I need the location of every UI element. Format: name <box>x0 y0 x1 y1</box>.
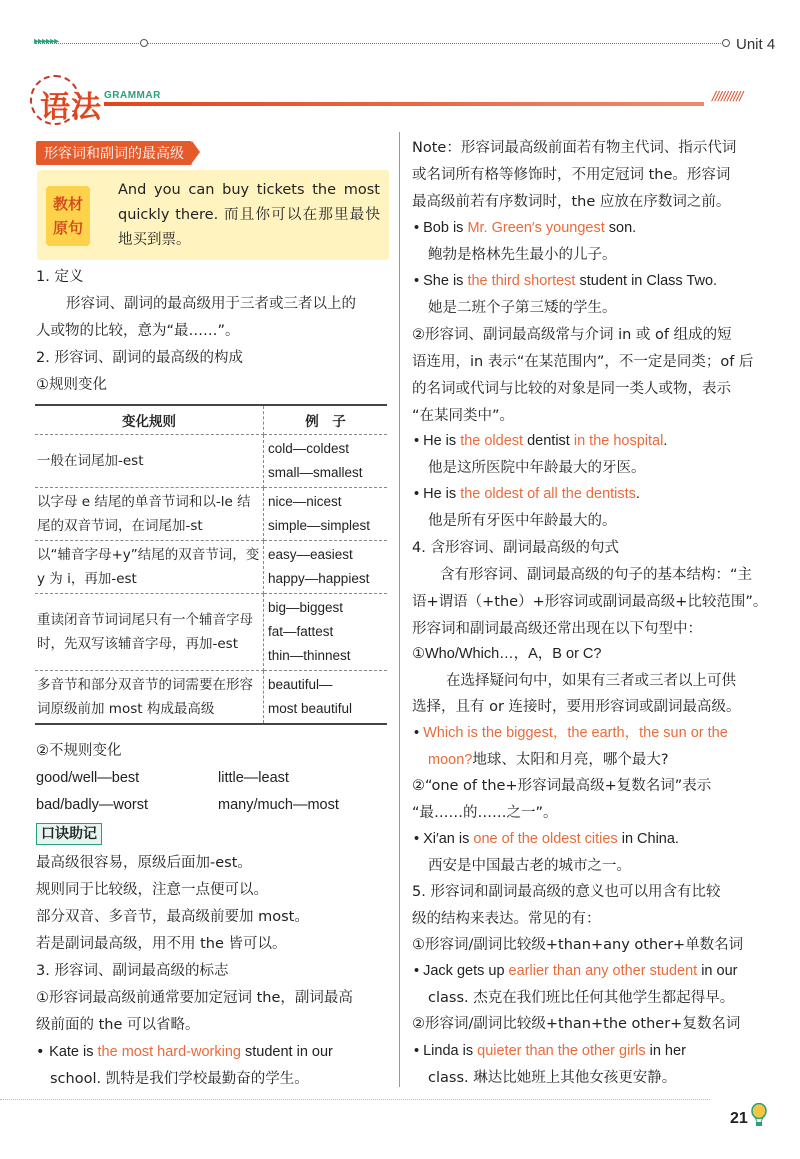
table-row <box>35 594 387 671</box>
which-heading: ①Who/Which…，A，B or C? <box>412 646 602 662</box>
source-label <box>46 186 90 246</box>
example-part: Kate is <box>49 1044 98 1060</box>
formation-heading: 2. 形容词、副词的最高级的构成 <box>36 350 243 366</box>
mnemonic-line: 最高级很容易，原级后面加-est。 <box>36 855 252 871</box>
example-sentence <box>36 1039 333 1065</box>
example-part: She is <box>423 273 468 289</box>
irregular-heading: ②不规则变化 <box>36 743 122 759</box>
example-cell <box>264 594 388 671</box>
meaning-text: 级的结构来表达。常见的有： <box>412 911 601 927</box>
mnemonic-line: 部分双音、多音节，最高级前要加 most。 <box>36 909 309 925</box>
example-sentence <box>414 268 717 294</box>
definition-text: 人或物的比较，意为“最……”。 <box>36 323 240 339</box>
example-highlight: the oldest of all the dentists <box>460 486 636 502</box>
example-part: in China. <box>617 831 679 847</box>
header-dot <box>140 39 148 47</box>
section-title: 形容词和副词的最高级 <box>36 141 192 165</box>
example-text: easy—easiest <box>268 547 353 562</box>
example-translation: 他是这所医院中年龄最大的牙医。 <box>428 460 646 476</box>
example-sentence <box>414 215 636 241</box>
marker-text: ①形容词最高级前通常要加定冠词 the，副词最高 <box>36 990 353 1006</box>
note-text: 或名词所有格等修饰时，不用定冠词 the。形容词 <box>412 167 731 183</box>
irregular-item: bad/badly—worst <box>36 797 149 813</box>
example-translation: 鲍勃是格林先生最小的儿子。 <box>428 247 617 263</box>
definition-text: 形容词、副词的最高级用于三者或三者以上的 <box>66 296 356 312</box>
pattern-text: 语+谓语（+the）+形容词或副词最高级+比较范围”。 <box>412 594 768 610</box>
header-dot <box>722 39 730 47</box>
example-text: thin—thinnest <box>268 648 351 663</box>
rule-cell: 一般在词尾加-est <box>35 435 264 488</box>
irregular-item: many/much—most <box>218 797 339 813</box>
example-highlight: Mr. Green′s youngest <box>467 220 605 236</box>
example-translation: 地球、太阳和月亮，哪个最大? <box>472 752 669 768</box>
example-part: Xi′an is <box>423 831 474 847</box>
example-highlight: earlier than any other student <box>508 963 698 979</box>
which-text: 选择，且有 or 连接时，要用形容词或副词最高级。 <box>412 699 741 715</box>
example-cell <box>264 488 388 541</box>
rule-cell: 以“辅音字母+y”结尾的双音节词，变 y 为 i，再加-est <box>35 541 264 594</box>
marker-text: 级前面的 the 可以省略。 <box>36 1017 200 1033</box>
irregular-item: good/well—best <box>36 770 140 786</box>
example-sentence: • Which is the biggest，the earth，the sun or the <box>414 720 728 746</box>
example-text: beautiful— <box>268 677 333 692</box>
example-sentence-cont: class. 杰克在我们班比任何其他学生都起得早。 <box>428 990 735 1006</box>
meaning-text: 5. 形容词和副词最高级的意义也可以用含有比较 <box>412 884 721 900</box>
rule-cell: 以字母 e 结尾的单音节词和以-le 结尾的双音节词，在词尾加-st <box>35 488 264 541</box>
example-sentence-cont: school. 凯特是我们学校最勤奋的学生。 <box>50 1071 309 1087</box>
footer-rule <box>0 1099 710 1100</box>
prep-text: ②形容词、副词最高级常与介词 in 或 of 组成的短 <box>412 327 732 343</box>
regular-heading: ①规则变化 <box>36 377 107 393</box>
example-translation: 他是所有牙医中年龄最大的。 <box>428 513 617 529</box>
source-label-line: 原句 <box>52 219 83 237</box>
structure-text: ②形容词/副词比较级+than+the other+复数名词 <box>412 1016 741 1032</box>
example-part: Jack gets up <box>423 963 509 979</box>
example-cell <box>264 671 388 725</box>
mnemonic-title: 口诀助记 <box>36 823 102 845</box>
table-header: 变化规则 <box>35 405 264 435</box>
example-part: in her <box>645 1043 686 1059</box>
prep-text: 的名词或代词与比较的对象是同一类人或物，表示 <box>412 381 731 397</box>
table-row <box>35 488 387 541</box>
example-translation: 西安是中国最古老的城市之一。 <box>428 858 631 874</box>
example-sentence <box>414 1038 686 1064</box>
oneof-text: “最……的……之一”。 <box>412 805 558 821</box>
column-divider <box>399 132 400 1087</box>
note-text: 最高级前若有序数词时，the 应放在序数词之前。 <box>412 194 731 210</box>
example-sentence <box>414 826 679 852</box>
example-text: big—biggest <box>268 600 344 615</box>
source-label-line: 教材 <box>52 195 83 213</box>
banner-bar <box>104 102 704 106</box>
which-text: 在选择疑问句中，如果有三者或三者以上可供 <box>446 673 736 689</box>
example-cell <box>264 435 388 488</box>
example-text: most beautiful <box>268 701 353 716</box>
example-part: . <box>663 433 668 449</box>
example-part: Linda is <box>423 1043 478 1059</box>
irregular-item: little—least <box>218 770 289 786</box>
example-text: simple—simplest <box>268 518 371 533</box>
example-highlight: one of the oldest cities <box>473 831 618 847</box>
example-sentence <box>414 958 737 984</box>
example-part: . <box>635 486 640 502</box>
example-part: student in Class Two. <box>575 273 718 289</box>
example-part: He is <box>423 433 461 449</box>
prep-text: 语连用，in 表示“在某范围内”，不一定是同类；of 后 <box>412 354 754 370</box>
example-part: Bob is <box>423 220 468 236</box>
banner-title: 语法 <box>40 90 102 125</box>
table-row <box>35 541 387 594</box>
source-sentence: And you can buy tickets the most quickly there. 而且你可以在那里最快地买到票。 <box>118 182 380 248</box>
table-row <box>35 435 387 488</box>
mnemonic-line: 若是副词最高级，用不用 the 皆可以。 <box>36 936 287 952</box>
balloon-icon <box>750 1103 768 1127</box>
marker-heading: 3. 形容词、副词最高级的标志 <box>36 963 229 979</box>
example-part: dentist <box>523 433 574 449</box>
pattern-text: 形容词和副词最高级还常出现在以下句型中： <box>412 621 702 637</box>
banner-slashes: ////////// <box>712 89 743 103</box>
oneof-text: ②“one of the+形容词最高级+复数名词”表示 <box>412 778 712 794</box>
example-sentence <box>414 481 640 507</box>
example-sentence <box>414 428 667 454</box>
structure-text: ①形容词/副词比较级+than+any other+单数名词 <box>412 937 744 953</box>
mnemonic-line: 规则同于比较级，注意一点便可以。 <box>36 882 268 898</box>
table-row <box>35 671 387 725</box>
note-text: Note：形容词最高级前面若有物主代词、指示代词 <box>412 140 737 156</box>
example-translation: 她是二班个子第三矮的学生。 <box>428 300 617 316</box>
example-highlight: the oldest <box>460 433 524 449</box>
example-text: nice—nicest <box>268 494 342 509</box>
example-part: He is <box>423 486 461 502</box>
banner-subtitle: GRAMMAR <box>104 90 161 101</box>
pattern-heading: 4. 含形容词、副词最高级的句式 <box>412 540 619 556</box>
rule-cell: 多音节和部分双音节的词需要在形容词原级前加 most 构成最高级 <box>35 671 264 725</box>
example-text: fat—fattest <box>268 624 334 639</box>
header-arrows: ▸▸▸▸▸▸ <box>34 36 59 47</box>
rules-table <box>35 404 387 725</box>
example-text: cold—coldest <box>268 441 350 456</box>
example-part: son. <box>604 220 637 236</box>
example-cell <box>264 541 388 594</box>
example-text: small—smallest <box>268 465 363 480</box>
table-header: 例 子 <box>264 405 388 435</box>
example-highlight: quieter than the other girls <box>477 1043 646 1059</box>
example-sentence-cont <box>428 747 669 773</box>
header-rule <box>35 43 725 44</box>
page-number: 21 <box>730 1110 748 1127</box>
example-highlight: the third shortest <box>467 273 576 289</box>
definition-heading: 1. 定义 <box>36 269 84 285</box>
table-header-row <box>35 405 387 435</box>
prep-text: “在某同类中”。 <box>412 408 515 424</box>
example-part: student in our <box>240 1044 333 1060</box>
pattern-text: 含有形容词、副词最高级的句子的基本结构：“主 <box>440 567 753 583</box>
example-highlight: moon? <box>428 752 473 768</box>
example-text: happy—happiest <box>268 571 370 586</box>
example-highlight: the most hard-working <box>97 1044 241 1060</box>
example-part: in our <box>697 963 738 979</box>
unit-label: Unit 4 <box>736 36 776 53</box>
example-sentence-cont: class. 琳达比她班上其他女孩更安静。 <box>428 1070 677 1086</box>
example-highlight: in the hospital <box>573 433 664 449</box>
rule-cell: 重读闭音节词词尾只有一个辅音字母时，先双写该辅音字母，再加-est <box>35 594 264 671</box>
